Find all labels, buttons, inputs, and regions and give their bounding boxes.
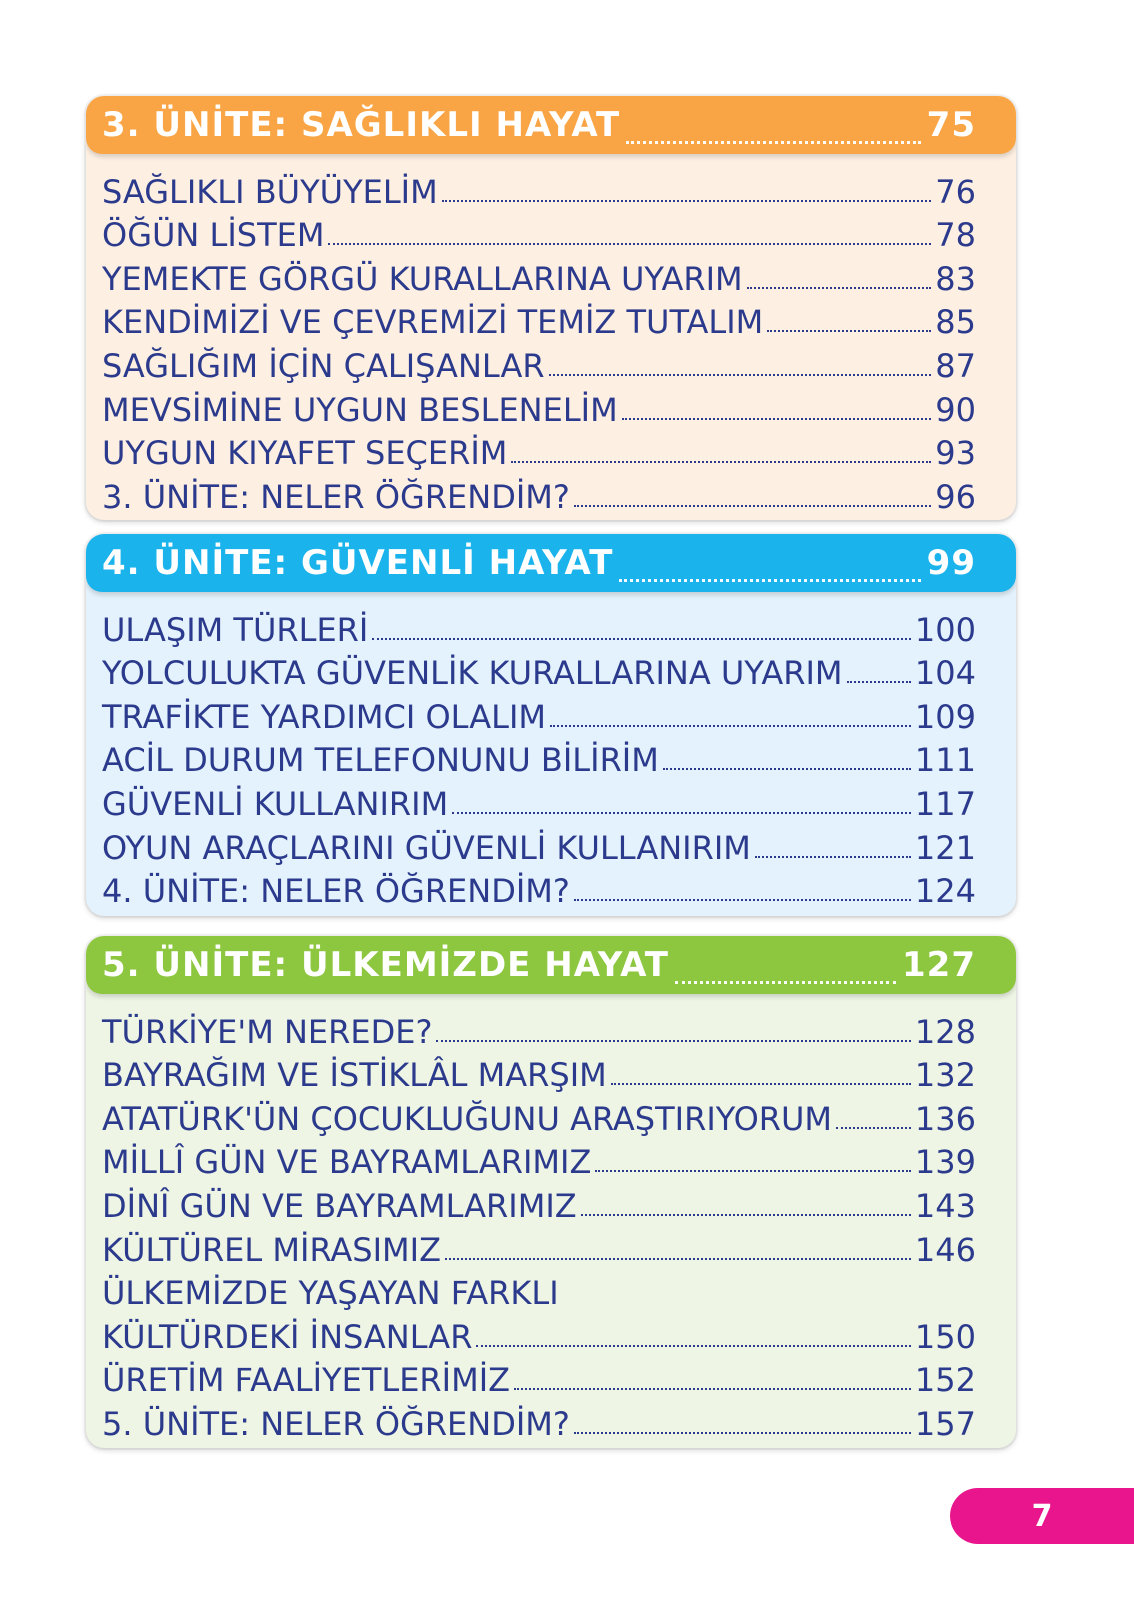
toc-entry-page: 90 [935, 390, 976, 429]
unit-4-title: 4. ÜNİTE: GÜVENLİ HAYAT [102, 543, 614, 583]
dot-leader [476, 1345, 911, 1347]
toc-entry-page: 124 [914, 872, 976, 911]
unit-5-section [86, 936, 1016, 1448]
toc-entry-page: 78 [935, 216, 976, 255]
toc-entry-title: ÖĞÜN LİSTEM [102, 216, 325, 255]
unit-3-title: 3. ÜNİTE: SAĞLIKLI HAYAT [102, 105, 621, 145]
toc-entry-title: MİLLÎ GÜN VE BAYRAMLARIMIZ [102, 1143, 592, 1182]
dot-leader [511, 461, 931, 463]
dot-leader [452, 812, 911, 814]
toc-entry[interactable] [102, 338, 976, 385]
toc-entry[interactable] [102, 820, 976, 867]
unit-3-page: 75 [926, 105, 976, 145]
toc-entry-page: 96 [935, 477, 976, 516]
toc-entry-page: 152 [914, 1361, 976, 1400]
toc-entry[interactable] [102, 1309, 976, 1356]
toc-entry-title: ACİL DURUM TELEFONUNU BİLİRİM [102, 741, 659, 780]
unit-4-section [86, 534, 1016, 916]
toc-entry[interactable] [102, 1353, 976, 1400]
toc-entry-title: KÜLTÜRDEKİ İNSANLAR [102, 1317, 473, 1356]
toc-entry-title: OYUN ARAÇLARINI GÜVENLİ KULLANIRIM [102, 828, 751, 867]
toc-entry-page: 109 [914, 697, 976, 736]
toc-entry-title: KÜLTÜREL MİRASIMIZ [102, 1230, 441, 1269]
toc-entry[interactable] [102, 208, 976, 255]
dot-leader [574, 505, 931, 507]
toc-entry-page: 100 [914, 610, 976, 649]
dot-leader [574, 899, 911, 901]
toc-entry[interactable] [102, 602, 976, 649]
toc-entry-title: ATATÜRK'ÜN ÇOCUKLUĞUNU ARAŞTIRIYORUM [102, 1099, 833, 1138]
toc-entry-page: 117 [914, 784, 976, 823]
dot-leader [622, 418, 932, 420]
dot-leader [626, 141, 920, 144]
toc-entry[interactable] [102, 733, 976, 780]
toc-entry[interactable] [102, 1178, 976, 1225]
toc-entry-title: KENDİMİZİ VE ÇEVREMİZİ TEMİZ TUTALIM [102, 303, 764, 342]
dot-leader [847, 681, 911, 683]
dot-leader [372, 638, 911, 640]
toc-entry-page: 76 [935, 172, 976, 211]
dot-leader [581, 1214, 911, 1216]
dot-leader [549, 374, 932, 376]
dot-leader [747, 287, 932, 289]
toc-entry-title: UYGUN KIYAFET SEÇERİM [102, 434, 508, 473]
toc-entry-title: TRAFİKTE YARDIMCI OLALIM [102, 697, 546, 736]
dot-leader [550, 725, 911, 727]
toc-entry-title: YEMEKTE GÖRGÜ KURALLARINA UYARIM [102, 259, 743, 298]
dot-leader [328, 243, 931, 245]
unit-3-section [86, 96, 1016, 520]
toc-entry[interactable] [102, 646, 976, 693]
toc-entry[interactable] [102, 1266, 976, 1313]
dot-leader [436, 1040, 911, 1042]
toc-entry[interactable] [102, 1004, 976, 1051]
toc-entry-title: ÜLKEMİZDE YAŞAYAN FARKLI [102, 1274, 559, 1313]
unit-4-page: 99 [926, 543, 976, 583]
dot-leader [767, 330, 931, 332]
toc-entry[interactable] [102, 251, 976, 298]
toc-entry[interactable] [102, 469, 976, 516]
toc-entry-title: BAYRAĞIM VE İSTİKLÂL MARŞIM [102, 1056, 607, 1095]
toc-entry-title: 4. ÜNİTE: NELER ÖĞRENDİM? [102, 872, 570, 911]
unit-4-header[interactable] [86, 534, 1016, 592]
toc-entry-page: 87 [935, 346, 976, 385]
toc-entry[interactable] [102, 1091, 976, 1138]
dot-leader [836, 1127, 911, 1129]
toc-entry-page: 93 [935, 434, 976, 473]
toc-entry-title: ÜRETİM FAALİYETLERİMİZ [102, 1361, 511, 1400]
toc-entry[interactable] [102, 295, 976, 342]
toc-entry[interactable] [102, 164, 976, 211]
unit-5-entries [86, 994, 1016, 1443]
toc-entry-title: 3. ÜNİTE: NELER ÖĞRENDİM? [102, 477, 570, 516]
toc-entry-title: ULAŞIM TÜRLERİ [102, 610, 369, 649]
unit-5-header[interactable] [86, 936, 1016, 994]
toc-entry[interactable] [102, 1396, 976, 1443]
toc-entry-page: 132 [914, 1056, 976, 1095]
dot-leader [611, 1083, 911, 1085]
dot-leader [675, 981, 896, 984]
unit-5-title: 5. ÜNİTE: ÜLKEMİZDE HAYAT [102, 945, 669, 985]
toc-entry[interactable] [102, 1135, 976, 1182]
toc-entry-page: 136 [914, 1099, 976, 1138]
toc-entry-page: 111 [914, 741, 976, 780]
dot-leader [663, 768, 911, 770]
dot-leader [442, 200, 932, 202]
toc-entry-title: YOLCULUKTA GÜVENLİK KURALLARINA UYARIM [102, 654, 843, 693]
dot-leader [619, 579, 920, 582]
toc-entry-title: 5. ÜNİTE: NELER ÖĞRENDİM? [102, 1404, 570, 1443]
toc-entry-page: 83 [935, 259, 976, 298]
unit-5-page: 127 [902, 945, 976, 985]
toc-entry-title: TÜRKİYE'M NEREDE? [102, 1012, 433, 1051]
toc-entry[interactable] [102, 776, 976, 823]
dot-leader [514, 1388, 911, 1390]
unit-3-entries [86, 154, 1016, 516]
dot-leader [574, 1432, 911, 1434]
unit-3-header[interactable] [86, 96, 1016, 154]
toc-entry-title: SAĞLIĞIM İÇİN ÇALIŞANLAR [102, 346, 545, 385]
toc-entry-title: GÜVENLİ KULLANIRIM [102, 784, 449, 823]
toc-entry-title: DİNÎ GÜN VE BAYRAMLARIMIZ [102, 1186, 577, 1225]
toc-entry-page: 104 [914, 654, 976, 693]
page-number-badge [950, 1488, 1134, 1544]
toc-entry-page: 157 [914, 1404, 976, 1443]
toc-entry-title: MEVSİMİNE UYGUN BESLENELİM [102, 390, 618, 429]
unit-4-entries [86, 592, 1016, 911]
toc-entry[interactable] [102, 1048, 976, 1095]
toc-entry-page: 121 [914, 828, 976, 867]
toc-entry-title: SAĞLIKLI BÜYÜYELİM [102, 172, 438, 211]
toc-entry-page: 139 [914, 1143, 976, 1182]
toc-entry[interactable] [102, 689, 976, 736]
toc-entry-page: 143 [914, 1186, 976, 1225]
toc-entry-page: 150 [914, 1317, 976, 1356]
toc-entry[interactable] [102, 1222, 976, 1269]
dot-leader [445, 1258, 911, 1260]
toc-entry-page: 146 [914, 1230, 976, 1269]
toc-entry[interactable] [102, 426, 976, 473]
page-number: 7 [1031, 1498, 1053, 1534]
dot-leader [755, 856, 911, 858]
toc-entry[interactable] [102, 382, 976, 429]
toc-entry-page: 128 [914, 1012, 976, 1051]
toc-entry[interactable] [102, 864, 976, 911]
toc-entry-page: 85 [935, 303, 976, 342]
dot-leader [595, 1170, 911, 1172]
